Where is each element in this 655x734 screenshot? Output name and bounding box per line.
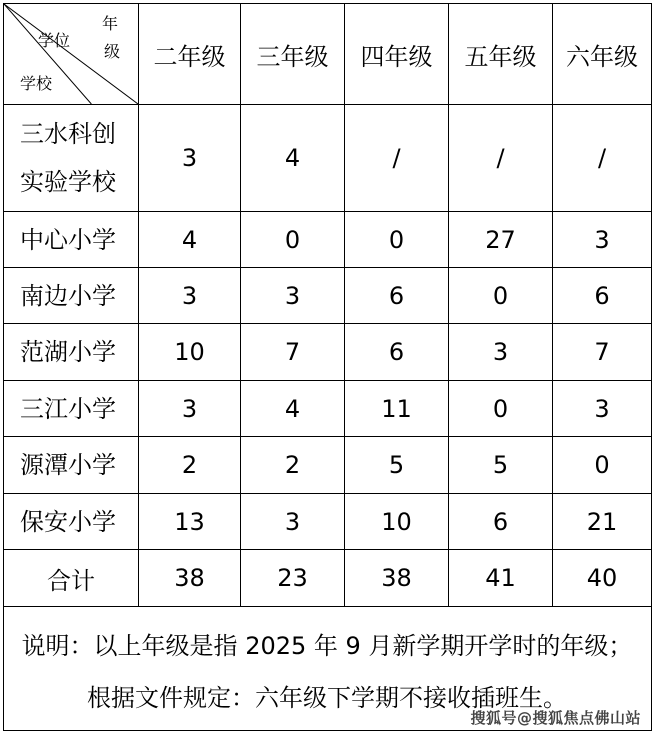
total-value-cell: 23 xyxy=(241,550,345,607)
value-cell: 11 xyxy=(345,381,449,437)
value-cell: 0 xyxy=(345,212,449,268)
value-cell: 3 xyxy=(139,268,241,324)
value-cell: 6 xyxy=(345,324,449,381)
value-cell: 0 xyxy=(553,437,652,494)
table-row xyxy=(4,268,652,324)
value-cell: 27 xyxy=(449,212,553,268)
value-cell: 0 xyxy=(241,212,345,268)
total-row xyxy=(4,550,652,607)
value-cell: 6 xyxy=(553,268,652,324)
value-cell: 21 xyxy=(553,494,652,550)
value-cell: 0 xyxy=(449,381,553,437)
value-cell: 5 xyxy=(449,437,553,494)
value-cell: 7 xyxy=(553,324,652,381)
table-row xyxy=(4,381,652,437)
grade-header: 四年级 xyxy=(345,4,449,105)
vacancy-table xyxy=(3,3,652,607)
grade-header: 六年级 xyxy=(553,4,652,105)
value-cell: 0 xyxy=(449,268,553,324)
corner-label-xuexiao: 学校 xyxy=(20,74,53,93)
total-value-cell: 40 xyxy=(553,550,652,607)
grade-header: 二年级 xyxy=(139,4,241,105)
school-name-cell xyxy=(4,105,139,212)
value-cell: 10 xyxy=(139,324,241,381)
total-value-cell: 38 xyxy=(345,550,449,607)
school-name-line: 三水科创 xyxy=(20,120,116,148)
total-value-cell: 38 xyxy=(139,550,241,607)
note-line-1: 说明：以上年级是指 2025 年 9 月新学期开学时的年级； xyxy=(21,632,633,660)
value-cell: 4 xyxy=(241,381,345,437)
table-row xyxy=(4,437,652,494)
school-name-cell: 三江小学 xyxy=(4,381,139,437)
value-cell: 4 xyxy=(241,105,345,212)
value-cell: 3 xyxy=(553,381,652,437)
grade-header: 五年级 xyxy=(449,4,553,105)
value-cell: 2 xyxy=(139,437,241,494)
grade-header: 三年级 xyxy=(241,4,345,105)
value-cell: 3 xyxy=(241,268,345,324)
value-cell: 3 xyxy=(449,324,553,381)
value-cell: 6 xyxy=(345,268,449,324)
header-row xyxy=(4,4,652,105)
value-cell: 2 xyxy=(241,437,345,494)
school-name-line: 实验学校 xyxy=(20,168,116,196)
school-name-cell: 范湖小学 xyxy=(4,324,139,381)
table-row xyxy=(4,212,652,268)
value-cell: 5 xyxy=(345,437,449,494)
value-cell: 3 xyxy=(553,212,652,268)
value-cell: 3 xyxy=(139,381,241,437)
value-cell: / xyxy=(345,105,449,212)
table-row xyxy=(4,324,652,381)
value-cell: / xyxy=(553,105,652,212)
school-name-cell: 南边小学 xyxy=(4,268,139,324)
value-cell: 3 xyxy=(241,494,345,550)
value-cell: 13 xyxy=(139,494,241,550)
value-cell: / xyxy=(449,105,553,212)
value-cell: 3 xyxy=(139,105,241,212)
school-name-cell: 保安小学 xyxy=(4,494,139,550)
value-cell: 6 xyxy=(449,494,553,550)
school-name-cell: 源潭小学 xyxy=(4,437,139,494)
value-cell: 4 xyxy=(139,212,241,268)
note-line-2: 根据文件规定：六年级下学期不接收插班生。 xyxy=(87,684,567,712)
value-cell: 7 xyxy=(241,324,345,381)
value-cell: 10 xyxy=(345,494,449,550)
corner-label-ji: 级 xyxy=(104,42,121,61)
school-name-cell: 中心小学 xyxy=(4,212,139,268)
table-row xyxy=(4,105,652,212)
corner-label-xuewei: 学位 xyxy=(38,31,71,50)
watermark: 搜狐号@搜狐焦点佛山站 xyxy=(470,709,641,727)
corner-header-cell xyxy=(4,4,139,105)
total-value-cell: 41 xyxy=(449,550,553,607)
table-row xyxy=(4,494,652,550)
corner-label-nian: 年 xyxy=(102,14,119,33)
total-label-cell: 合计 xyxy=(4,550,139,607)
